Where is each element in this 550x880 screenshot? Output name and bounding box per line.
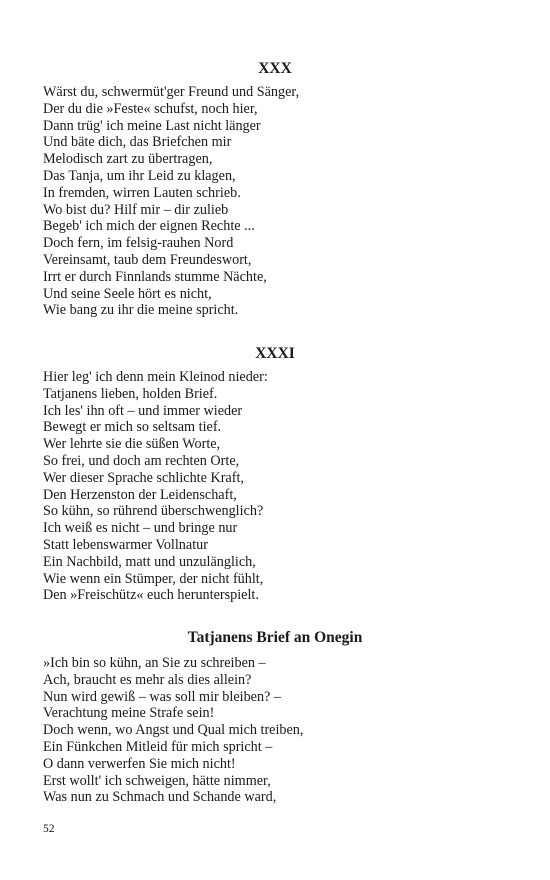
verse-line: Nun wird gewiß – was soll mir bleiben? – [43, 688, 281, 705]
verse-line: Dann trüg' ich meine Last nicht länger [43, 117, 261, 134]
verse-line: In fremden, wirren Lauten schrieb. [43, 184, 241, 201]
verse-line: O dann verwerfen Sie mich nicht! [43, 755, 236, 772]
verse-line: Ich les' ihn oft – und immer wieder [43, 402, 243, 419]
verse-line: Und seine Seele hört es nicht, [43, 285, 212, 302]
verse-line: Statt lebenswarmer Vollnatur [43, 536, 208, 553]
verse-line: Wer dieser Sprache schlichte Kraft, [43, 469, 244, 486]
section-heading-xxxi: XXXI [255, 345, 295, 362]
verse-line: Wer lehrte sie die süßen Worte, [43, 436, 221, 453]
verse-line: Verachtung meine Strafe sein! [43, 705, 215, 722]
verse-line: Den Herzenston der Leidenschaft, [43, 486, 237, 503]
verse-line: Ach, braucht es mehr als dies allein? [43, 671, 252, 688]
verse-line: Der du die »Feste« schufst, noch hier, [43, 100, 258, 117]
verse-line: »Ich bin so kühn, an Sie zu schreiben – [43, 655, 266, 671]
page-number: 52 [43, 823, 55, 835]
verse-line: Den »Freischütz« euch herunterspielt. [43, 587, 259, 604]
verse-line: Doch fern, im felsig-rauhen Nord [43, 235, 234, 252]
section-heading-xxx: XXX [258, 60, 292, 77]
verse-line: Ein Fünkchen Mitleid für mich spricht – [43, 738, 273, 755]
verse-line: Wie bang zu ihr die meine spricht. [43, 302, 239, 319]
verse-line: Tatjanens lieben, holden Brief. [43, 385, 218, 402]
verse-line: Ich weiß es nicht – und bringe nur [43, 520, 238, 537]
verse-line: Hier leg' ich denn mein Kleinod nieder: [43, 369, 268, 385]
verse-line: Vereinsamt, taub dem Freundeswort, [43, 251, 252, 268]
stanza-xxxi [43, 369, 513, 604]
verse-line: So kühn, so rührend überschwenglich? [43, 503, 264, 520]
verse-line: Das Tanja, um ihr Leid zu klagen, [43, 167, 236, 184]
verse-line: Ein Nachbild, matt und unzulänglich, [43, 553, 256, 570]
verse-line: Und bäte dich, das Briefchen mir [43, 134, 232, 151]
verse-line: Wo bist du? Hilf mir – dir zulieb [43, 201, 229, 218]
section-heading-letter: Tatjanens Brief an Onegin [187, 629, 363, 646]
stanza-xxx [43, 84, 513, 319]
verse-line: Wärst du, schwermüt'ger Freund und Sänger, [43, 84, 300, 100]
verse-line: Wie wenn ein Stümper, der nicht fühlt, [43, 570, 264, 587]
verse-line: Begeb' ich mich der eignen Rechte ... [43, 218, 255, 235]
verse-line: Was nun zu Schmach und Schande ward, [43, 789, 277, 806]
verse-line: Irrt er durch Finnlands stumme Nächte, [43, 268, 267, 285]
verse-line: Erst wollt' ich schweigen, hätte nimmer, [43, 772, 271, 789]
verse-line: Bewegt er mich so seltsam tief. [43, 419, 222, 436]
verse-line: So frei, und doch am rechten Orte, [43, 452, 240, 469]
verse-line: Melodisch zart zu übertragen, [43, 151, 213, 168]
verse-line: Doch wenn, wo Angst und Qual mich treiben, [43, 722, 304, 739]
stanza-letter [43, 655, 513, 806]
